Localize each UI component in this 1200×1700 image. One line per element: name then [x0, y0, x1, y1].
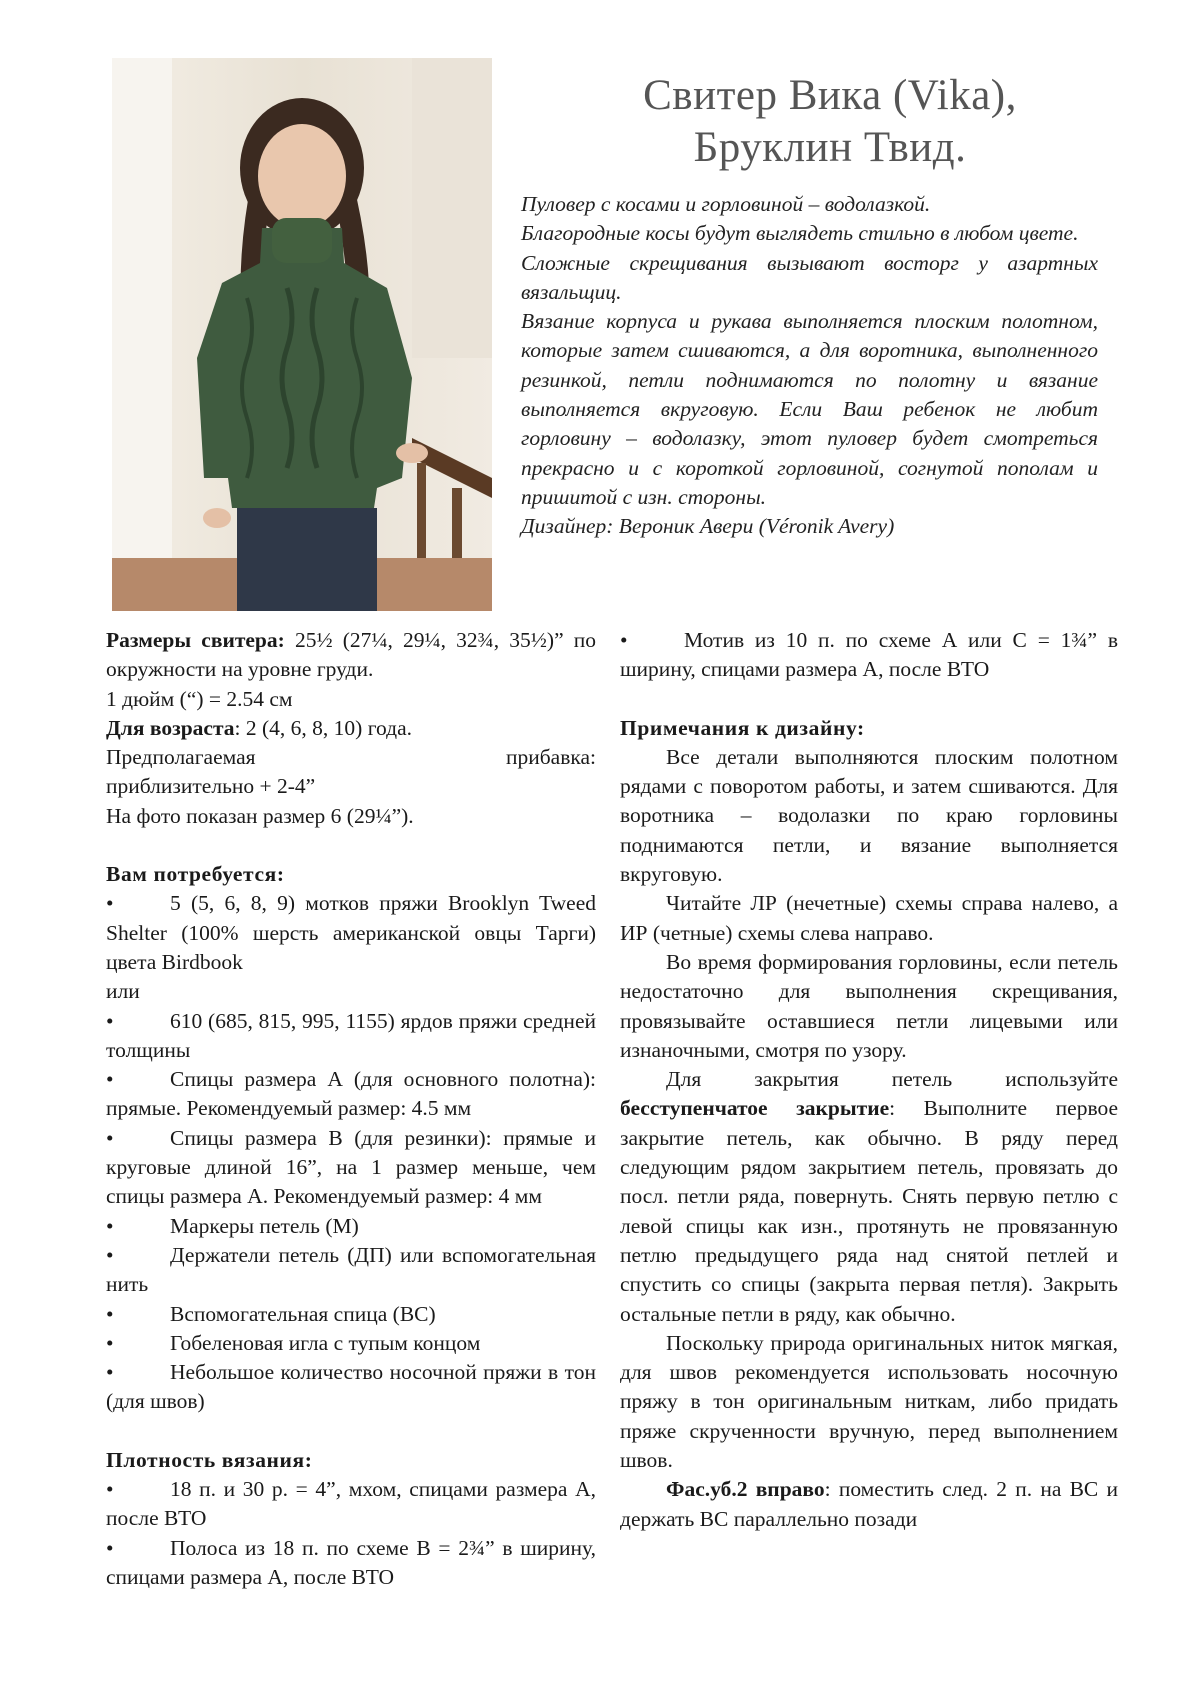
notes-paragraph: Во время формирования горловины, если петель недостаточно для выполнения скрещивания, провязывайте оставшиеся петли лицевыми или изнаночными, смотря по узору. [620, 949, 1118, 1062]
bind-off-paragraph [620, 1065, 1118, 1329]
needs-item [106, 1300, 596, 1329]
abbrev-term: Фас.уб.2 вправо [666, 1477, 825, 1502]
sizes-paragraph [106, 626, 596, 685]
bind-off-term: бесступенчатое закрытие [620, 1096, 890, 1121]
notes-paragraph: Все детали выполняются плоским полотном рядами с поворотом работы, и затем сшиваются. Для воротника – водолазки по краю горловины поднимаются петли, и вязание выполняется вкруговую. [620, 744, 1118, 887]
gauge-item-text: Полоса из 18 п. по схеме В = 2¾” в ширину, спицами размера А, после ВТО [106, 1535, 596, 1589]
notes-paragraph: Читайте ЛР (нечетные) схемы справа налево, а ИР (четные) схемы слева направо. [620, 891, 1118, 945]
gauge-item-text: 18 п. и 30 р. = 4”, мхом, спицами размера А, после ВТО [106, 1477, 596, 1531]
needs-item-text: Небольшое количество носочной пряжи в тон (для швов) [106, 1360, 596, 1414]
page-title [540, 70, 1120, 174]
bind-off-text: : Выполните первое закрытие петель, как обычно. В ряду перед следующим рядом закрытием петель, провязать до посл. петли ряда, повернуть. Снять первую петлю с левой спицы как изн., протянуть не провязанную петлю предыдущего ряда над снятой петлей и спустить со спицы (закрыта первая петля). Закрыть остальные петли в ряду, как обычно. [620, 1096, 1118, 1326]
needs-item [106, 1241, 596, 1300]
needs-item [106, 1124, 596, 1212]
left-column [106, 626, 596, 1592]
ease-word-1: Предполагаемая [106, 745, 256, 770]
bullet-dot: • [106, 1242, 114, 1267]
title-line-1: Свитер Вика (Vika), [643, 72, 1017, 119]
gauge-item [106, 1534, 596, 1593]
or-text: или [106, 979, 140, 1004]
bullet-dot: • [620, 628, 628, 652]
age-paragraph [106, 714, 596, 743]
bullet-dot: • [106, 891, 114, 916]
sweater-photo [112, 58, 492, 611]
intro-paragraph: Сложные скрещивания вызывают восторг у азартных вязальщиц. [521, 250, 1098, 304]
intro-paragraph: Пуловер с косами и горловиной – водолазкой. [521, 192, 931, 216]
sizes-label: Размеры свитера: [106, 628, 285, 652]
abbrev-paragraph [620, 1475, 1118, 1534]
intro-paragraph: Благородные косы будут выглядеть стильно в любом цвете. [521, 221, 1079, 246]
bullet-dot: • [106, 1008, 114, 1033]
ease-line [106, 743, 596, 772]
needs-item-text: Гобеленовая игла с тупым концом [170, 1330, 481, 1355]
notes-paragraph: Поскольку природа оригинальных ниток мягкая, для швов рекомендуется использовать носочную пряжу в тон оригинальным ниткам, либо придать пряже скрученности вручную, перед выполнением швов. [620, 1330, 1118, 1473]
ease-word-2: прибавка: [505, 745, 596, 770]
ease-value: приблизительно + 2-4” [106, 774, 316, 799]
needs-item [106, 1065, 596, 1124]
age-text: : 2 (4, 6, 8, 10) года. [234, 715, 412, 740]
intro-text [521, 190, 1098, 542]
age-label: Для возраста [106, 715, 235, 740]
needs-item-text: 5 (5, 6, 8, 9) мотков пряжи Brooklyn Tweed Shelter (100% шерсть американской овцы Тарги) цвета Birdbook [106, 891, 596, 974]
gauge-heading: Плотность вязания: [106, 1447, 313, 1472]
bullet-dot: • [106, 1213, 114, 1238]
bullet-dot: • [106, 1330, 114, 1355]
bullet-dot: • [106, 1301, 114, 1326]
bind-off-intro: Для закрытия петель используйте [666, 1067, 1118, 1092]
needs-item-text: Спицы размера А (для основного полотна): прямые. Рекомендуемый размер: 4.5 мм [106, 1067, 596, 1121]
inch-conversion: 1 дюйм (“) = 2.54 см [106, 686, 293, 711]
needs-item [106, 889, 596, 977]
abbrev-text: : поместить след. 2 п. на ВС и держать ВС параллельно позади [620, 1477, 1118, 1531]
needs-item-text: Вспомогательная спица (ВС) [170, 1301, 436, 1326]
notes-heading: Примечания к дизайну: [620, 715, 865, 740]
title-line-2: Бруклин Твид. [693, 124, 967, 171]
needs-item-text: 610 (685, 815, 995, 1155) ярдов пряжи средней толщины [106, 1008, 596, 1062]
bullet-dot: • [106, 1360, 114, 1385]
needs-item-text: Маркеры петель (М) [170, 1213, 359, 1238]
photo-size-note: На фото показан размер 6 (29¼”). [106, 803, 414, 828]
sizes-text: 25½ (27¼, 29¼, 32¾, 35½)” по окружности на уровне груди. [106, 628, 596, 682]
motif-text: Мотив из 10 п. по схеме А или С = 1¾” в ширину, спицами размера А, после ВТО [620, 628, 1118, 682]
needs-heading: Вам потребуется: [106, 862, 285, 887]
bullet-dot: • [106, 1535, 114, 1560]
needs-item [106, 1212, 596, 1241]
right-column [620, 626, 1118, 1534]
needs-item [106, 1007, 596, 1066]
bullet-dot: • [106, 1125, 114, 1150]
needs-item-text: Спицы размера В (для резинки): прямые и круговые длиной 16”, на 1 размер меньше, чем спицы размера А. Рекомендуемый размер: 4 мм [106, 1125, 596, 1209]
needs-item [106, 1358, 596, 1417]
needs-item [106, 1329, 596, 1358]
gauge-item [106, 1475, 596, 1534]
needs-item-text: Держатели петель (ДП) или вспомогательная нить [106, 1242, 596, 1297]
designer-credit: Дизайнер: Вероник Авери (Véronik Avery) [521, 514, 895, 539]
motif-item [620, 626, 1118, 685]
bullet-dot: • [106, 1067, 114, 1092]
bullet-dot: • [106, 1477, 114, 1502]
intro-paragraph: Вязание корпуса и рукава выполняется плоским полотном, которые затем сшиваются, а для воротника, выполненного резинкой, петли поднимаются по полотну и вязание выполняется вкруговую. Если Ваш ребенок не любит горловину – водолазку, этот пуловер будет смотреться прекрасно и с короткой горловиной, согнутой пополам и пришитой с изн. стороны. [521, 309, 1098, 509]
